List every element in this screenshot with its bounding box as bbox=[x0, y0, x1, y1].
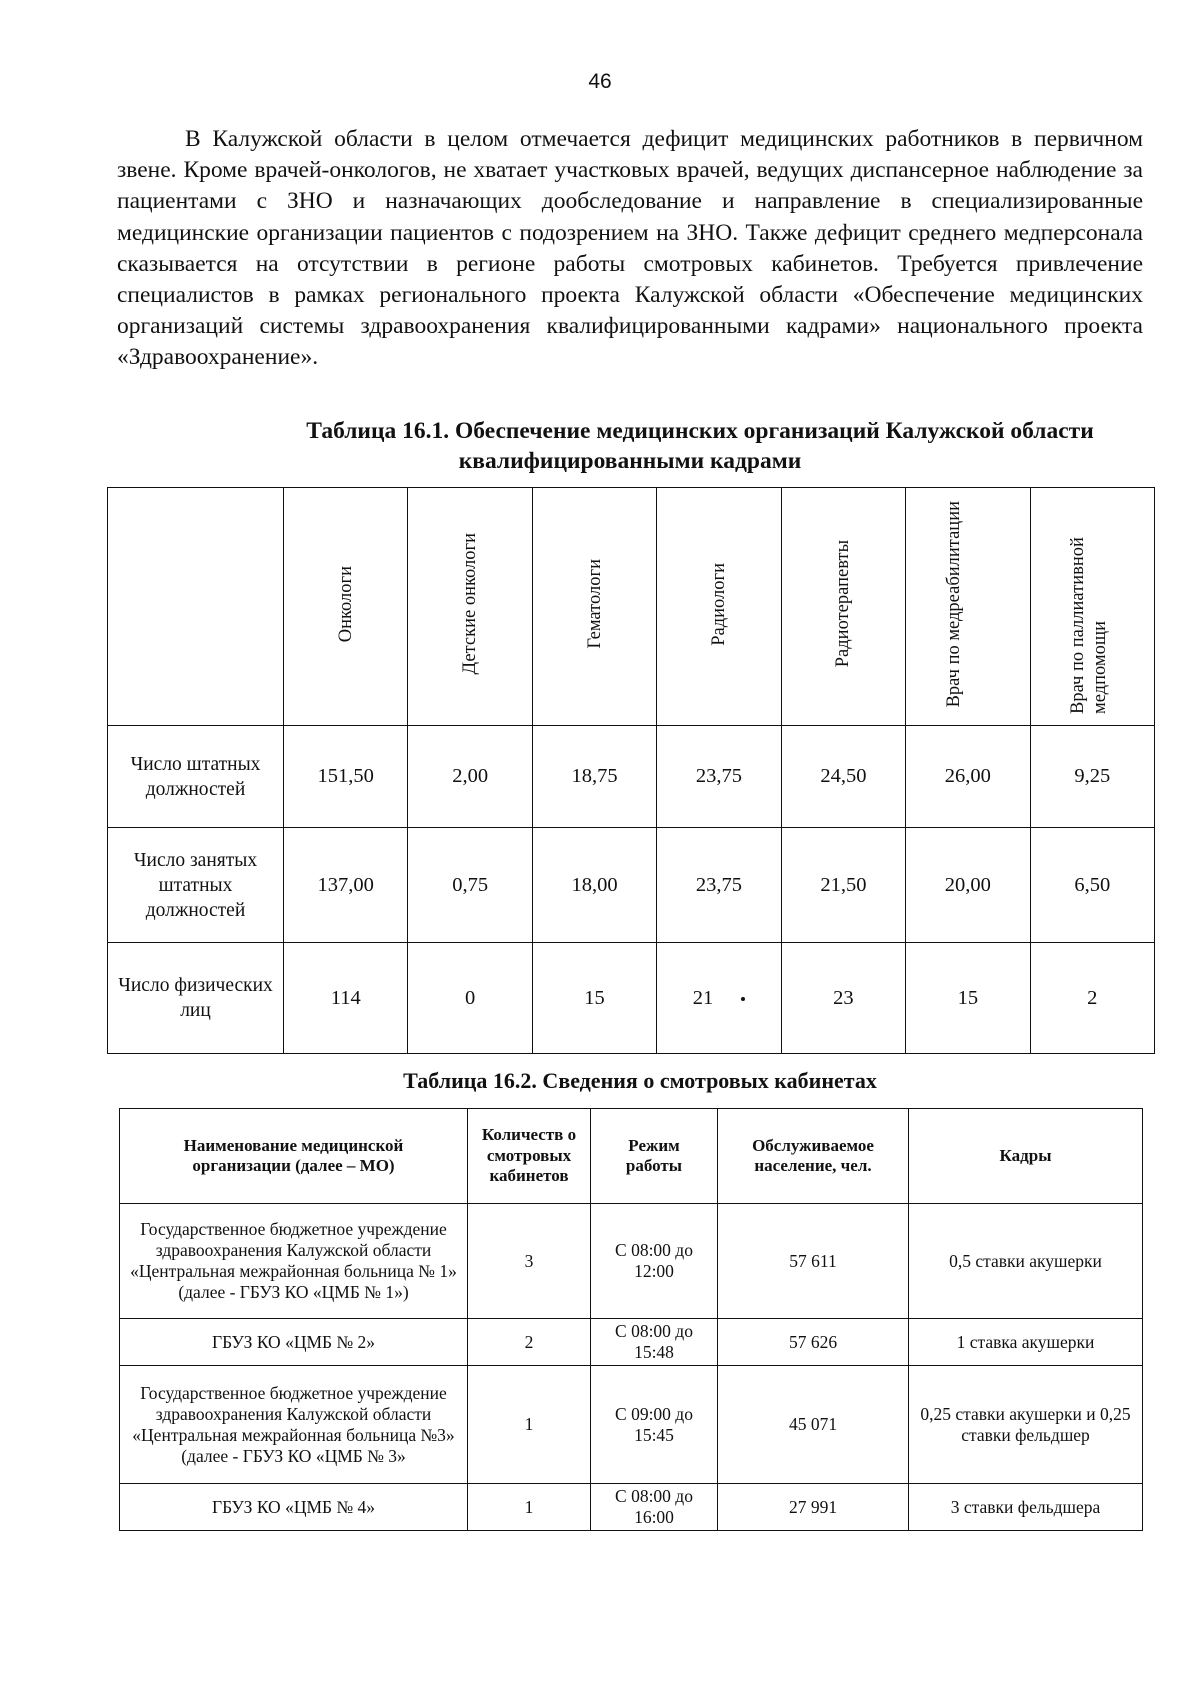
header-cell: Наименование медицинской организации (далее – МО) bbox=[120, 1109, 468, 1204]
count-cell: 2 bbox=[468, 1319, 591, 1366]
staff-cell: 3 ставки фельдшера bbox=[909, 1484, 1143, 1531]
table-cell: 0,75 bbox=[408, 828, 532, 943]
header-cell: Радиологи bbox=[657, 488, 781, 726]
page-number: 46 bbox=[588, 70, 612, 93]
intro-paragraph: В Калужской области в целом отмечается дефицит медицинских работников в первичном звене. Кроме врачей-онкологов, не хватает участковых врачей, ведущих диспансерное наблюдение за пациентами с ЗНО и назначающих дообследование и направление в специализированные медицинские организации пациентов с подозрением на ЗНО. Также дефицит среднего медперсонала сказывается на отсутствии в регионе работы смотровых кабинетов. Требуется привлечение специалистов в рамках регионального проекта Калужской области «Обеспечение медицинских организаций системы здравоохранения квалифицированными кадрами» национального проекта «Здравоохранение». bbox=[117, 126, 1143, 371]
header-cell: Гематологи bbox=[532, 488, 656, 726]
row-label: Число физических лиц bbox=[108, 943, 284, 1054]
header-cell: Обслуживаемое население, чел. bbox=[718, 1109, 909, 1204]
population-cell: 27 991 bbox=[718, 1484, 909, 1531]
org-cell: ГБУЗ КО «ЦМБ № 2» bbox=[120, 1319, 468, 1366]
hours-cell: С 09:00 до 15:45 bbox=[591, 1366, 718, 1484]
row-label: Число занятых штатных должностей bbox=[108, 828, 284, 943]
table-cell: 21,50 bbox=[781, 828, 905, 943]
table-cell: 26,00 bbox=[906, 726, 1030, 828]
table2-caption: Таблица 16.2. Сведения о смотровых кабинетах bbox=[403, 1068, 877, 1093]
hours-cell: С 08:00 до 15:48 bbox=[591, 1319, 718, 1366]
staff-cell: 1 ставка акушерки bbox=[909, 1319, 1143, 1366]
header-cell: Детские онкологи bbox=[408, 488, 532, 726]
table-cell: 23,75 bbox=[657, 726, 781, 828]
staff-table bbox=[107, 487, 1155, 1054]
table-row bbox=[120, 1319, 1143, 1366]
org-cell: Государственное бюджетное учреждение здравоохранения Калужской области «Центральная межрайонная больница № 1» (далее - ГБУЗ КО «ЦМБ № 1») bbox=[120, 1204, 468, 1319]
table1-caption-line1: Таблица 16.1. Обеспечение медицинских организаций Калужской области bbox=[306, 418, 1094, 444]
row-label: Число штатных должностей bbox=[108, 726, 284, 828]
cabinet-table bbox=[119, 1108, 1143, 1531]
table-row bbox=[120, 1366, 1143, 1484]
population-cell: 57 626 bbox=[718, 1319, 909, 1366]
table-cell: 151,50 bbox=[284, 726, 408, 828]
cell-value: 21 bbox=[692, 986, 714, 1009]
table-cell: 24,50 bbox=[781, 726, 905, 828]
table-cell: 137,00 bbox=[284, 828, 408, 943]
table-row bbox=[120, 1484, 1143, 1531]
count-cell: 3 bbox=[468, 1204, 591, 1319]
count-cell: 1 bbox=[468, 1366, 591, 1484]
hours-cell: С 08:00 до 16:00 bbox=[591, 1484, 718, 1531]
table-cell: 15 bbox=[532, 943, 656, 1054]
table-cell: 15 bbox=[906, 943, 1030, 1054]
org-cell: Государственное бюджетное учреждение здравоохранения Калужской области «Центральная межрайонная больница №3» (далее - ГБУЗ КО «ЦМБ № 3» bbox=[120, 1366, 468, 1484]
population-cell: 57 611 bbox=[718, 1204, 909, 1319]
table-cell: 18,00 bbox=[532, 828, 656, 943]
table-cell: 0 bbox=[408, 943, 532, 1054]
table-row bbox=[120, 1204, 1143, 1319]
table1-caption bbox=[117, 416, 1143, 476]
staff-cell: 0,5 ставки акушерки bbox=[909, 1204, 1143, 1319]
org-cell: ГБУЗ КО «ЦМБ № 4» bbox=[120, 1484, 468, 1531]
table-header-row bbox=[120, 1109, 1143, 1204]
table-cell bbox=[657, 943, 781, 1054]
table-row bbox=[108, 943, 1155, 1054]
hours-cell: С 08:00 до 12:00 bbox=[591, 1204, 718, 1319]
header-cell: Режим работы bbox=[591, 1109, 718, 1204]
table1-caption-line2: квалифицированными кадрами bbox=[458, 448, 802, 474]
header-cell: Радиотерапевты bbox=[781, 488, 905, 726]
table-cell: 23 bbox=[781, 943, 905, 1054]
table-cell: 6,50 bbox=[1030, 828, 1154, 943]
header-cell: Врач по медреабилитации bbox=[906, 488, 1030, 726]
table-row bbox=[108, 726, 1155, 828]
header-cell: Врач по паллиативной медпомощи bbox=[1030, 488, 1154, 726]
table-cell: 2,00 bbox=[408, 726, 532, 828]
table-header-row bbox=[108, 488, 1155, 726]
stray-dot-mark bbox=[741, 997, 745, 1001]
table-row bbox=[108, 828, 1155, 943]
table-cell: 23,75 bbox=[657, 828, 781, 943]
population-cell: 45 071 bbox=[718, 1366, 909, 1484]
table-cell: 2 bbox=[1030, 943, 1154, 1054]
table-cell: 114 bbox=[284, 943, 408, 1054]
table-cell: 18,75 bbox=[532, 726, 656, 828]
staff-cell: 0,25 ставки акушерки и 0,25 ставки фельдшер bbox=[909, 1366, 1143, 1484]
count-cell: 1 bbox=[468, 1484, 591, 1531]
header-cell: Кадры bbox=[909, 1109, 1143, 1204]
header-corner bbox=[108, 488, 284, 726]
table-cell: 9,25 bbox=[1030, 726, 1154, 828]
header-cell: Онкологи bbox=[284, 488, 408, 726]
table-cell: 20,00 bbox=[906, 828, 1030, 943]
header-cell: Количеств о смотровых кабинетов bbox=[468, 1109, 591, 1204]
